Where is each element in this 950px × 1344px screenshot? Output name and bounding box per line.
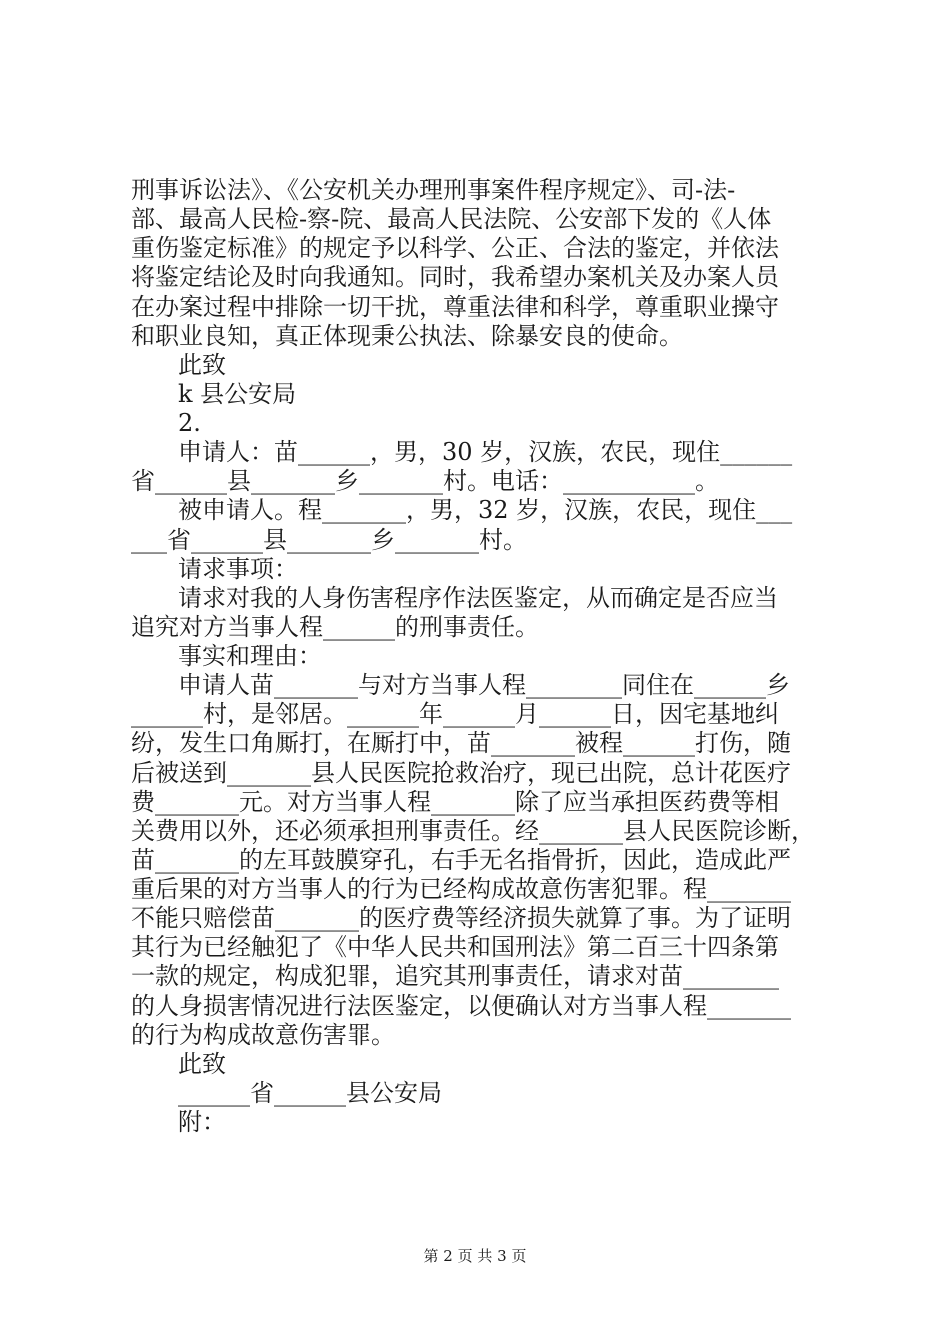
section-heading-requests: 请求事项： [178,555,298,583]
applicant-line: 申请人：苗______，男，30 岁，汉族，农民，现住______ [178,438,793,466]
body-text-line: 刑事诉讼法》、《公安机关办理刑事案件程序规定》、司-法- [131,176,736,204]
body-text-line: 在办案过程中排除一切干扰，尊重法律和科学，尊重职业操守 [131,293,779,321]
body-text-line: 将鉴定结论及时向我通知。同时，我希望办案机关及办案人员 [131,263,779,291]
section-number: 2. [178,409,201,437]
page-footer: 第 2 页 共 3 页 [423,1247,527,1265]
respondent-address-line: ___省______县_______乡_______村。 [131,526,527,554]
body-text-line: 追究对方当事人程______的刑事责任。 [131,613,539,641]
attachment-label: 附： [178,1108,226,1136]
body-text-line: 关费用以外，还必须承担刑事责任。经_______县人民医院诊断， [131,817,815,845]
body-text-line: 重后果的对方当事人的行为已经构成故意伤害犯罪。程_______ [131,875,791,903]
body-text-line: 部、最高人民检-察-院、最高人民法院、公安部下发的《人体 [131,205,772,233]
respondent-line: 被申请人。程_______，男，32 岁，汉族，农民，现住___ [178,496,793,524]
body-text-line: 和职业良知，真正体现秉公执法、除暴安良的使命。 [131,322,683,350]
body-text-line: 费_______元。对方当事人程_______除了应当承担医药费等相 [131,788,779,816]
body-text-line: 重伤鉴定标准》的规定予以科学、公正、合法的鉴定，并依法 [131,234,779,262]
body-text-line: 不能只赔偿苗_______的医疗费等经济损失就算了事。为了证明 [131,904,791,932]
body-text-line: ______村，是邻居。______年______月______日，因宅基地纠 [131,700,779,728]
recipient: k 县公安局 [178,380,297,408]
salutation: 此致 [178,351,226,379]
body-text-line: 其行为已经触犯了《中华人民共和国刑法》第二百三十四条第 [131,933,779,961]
section-heading-facts: 事实和理由： [178,642,322,670]
body-text-line: 请求对我的人身伤害程序作法医鉴定，从而确定是否应当 [178,584,778,612]
recipient: ______省______县公安局 [178,1079,442,1107]
body-text-line: 纷，发生口角厮打，在厮打中，苗_______被程______打伤，随 [131,729,791,757]
body-text-line: 的行为构成故意伤害罪。 [131,1021,395,1049]
body-text-line: 的人身损害情况进行法医鉴定，以便确认对方当事人程_______ [131,992,791,1020]
salutation: 此致 [178,1050,226,1078]
body-text-line: 一款的规定，构成犯罪，追究其刑事责任，请求对苗________ [131,962,779,990]
body-text-line: 申请人苗_______与对方当事人程________同住在______乡 [178,671,790,699]
applicant-address-line: 省______县_______乡_______村。电话：___________。 [131,467,719,495]
body-text-line: 苗_______的左耳鼓膜穿孔，右手无名指骨折，因此，造成此严 [131,846,791,874]
body-text-line: 后被送到_______县人民医院抢救治疗，现已出院，总计花医疗 [131,759,791,787]
